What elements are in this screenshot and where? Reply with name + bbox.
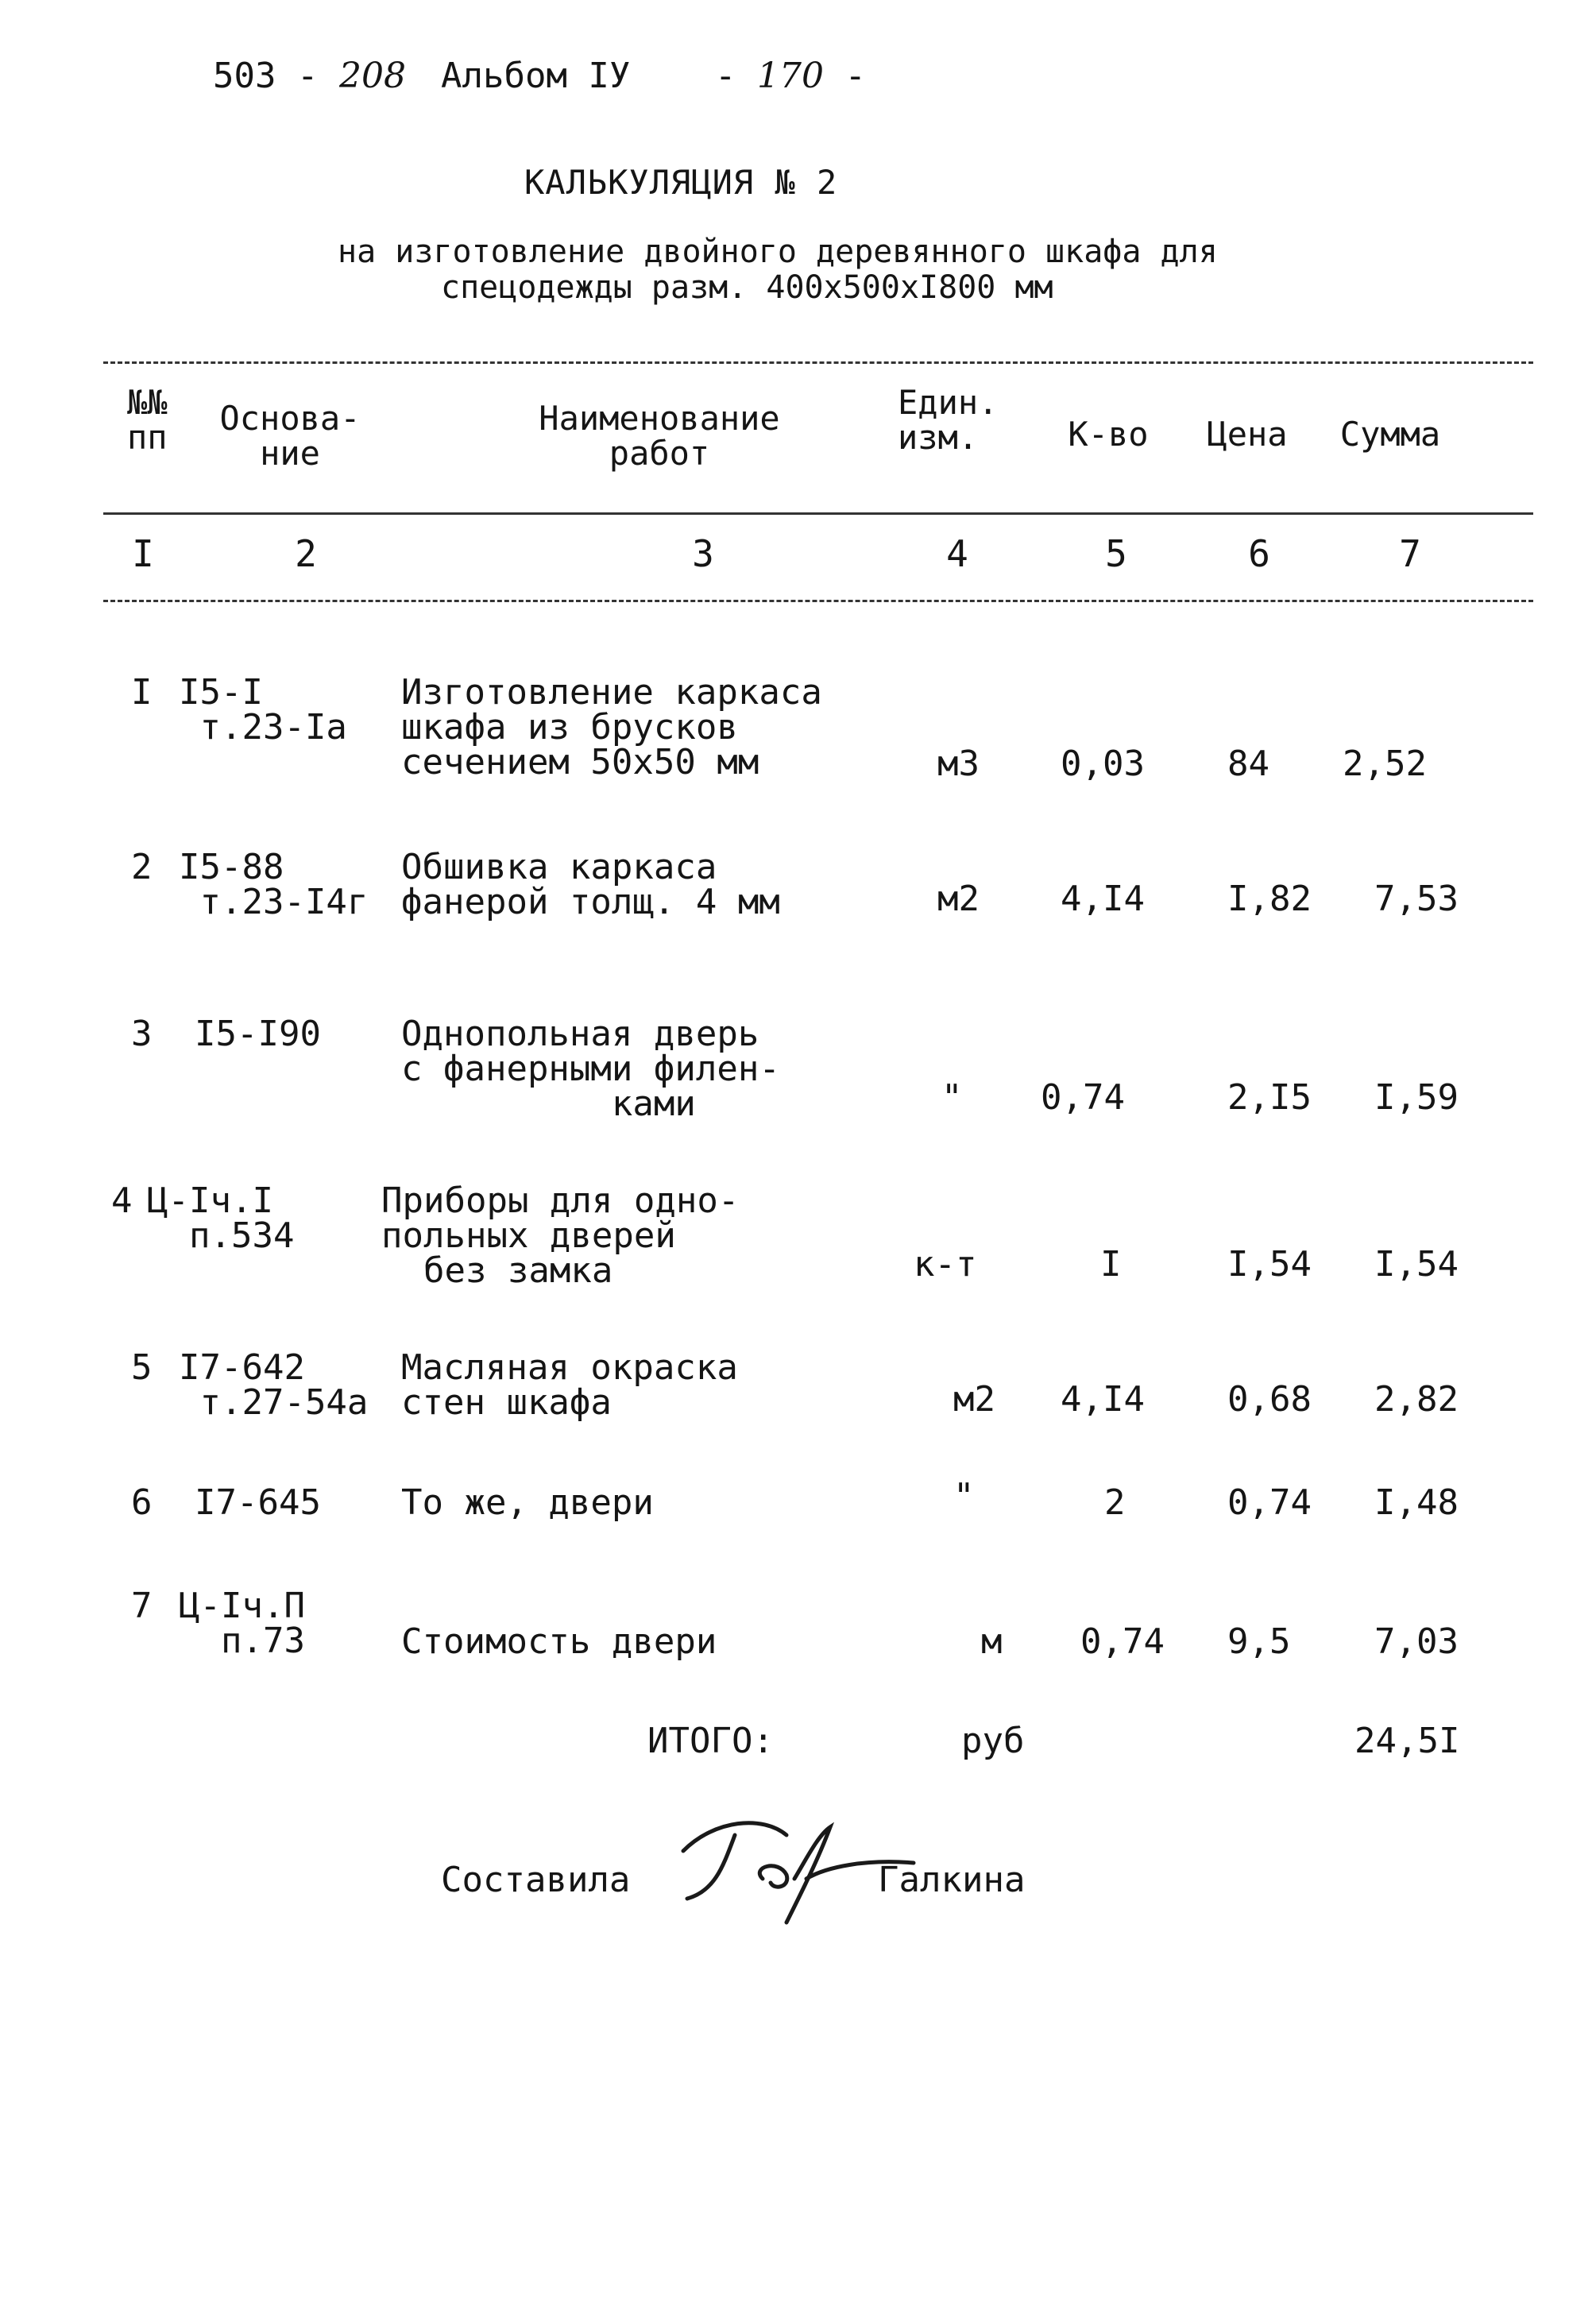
col-num-4: 4 [946, 532, 968, 575]
total-unit: руб [961, 1721, 1025, 1761]
row-price: 84 [1227, 744, 1269, 784]
row-basis: I5-I т.23-Iа [179, 672, 347, 748]
row-number: I [131, 672, 153, 713]
compiled-by-label: Составила [441, 1860, 631, 1900]
col-head-unit: Един. изм. [898, 383, 999, 457]
row-sum: 2,52 [1343, 744, 1427, 784]
col-num-5: 5 [1105, 532, 1127, 575]
row-sum: I,48 [1374, 1482, 1459, 1523]
col-head-number: №№ пп [127, 383, 168, 457]
row-sum: 2,82 [1374, 1379, 1459, 1420]
album-label: Альбом IУ [441, 56, 631, 96]
col-num-7: 7 [1399, 532, 1421, 575]
row-unit: м2 [937, 879, 980, 919]
row-price: I,54 [1227, 1244, 1312, 1285]
row-price: 0,74 [1227, 1482, 1312, 1523]
row-work-name: Изготовление каркаса шкафа из брусков сечением 50х50 мм [401, 672, 822, 782]
row-unit: " [941, 1077, 963, 1118]
row-unit: " [953, 1476, 975, 1517]
row-qty: 4,I4 [1061, 1379, 1145, 1420]
row-unit: к-т [914, 1244, 977, 1285]
page-number: - 170 - [715, 56, 866, 96]
col-head-sum: Сумма [1339, 415, 1441, 454]
row-basis: I5-I90 [195, 1014, 321, 1054]
row-qty: 0,74 [1041, 1077, 1125, 1118]
total-label: ИТОГО: [647, 1721, 774, 1761]
row-work-name: Приборы для одно- польных дверей без замка [381, 1180, 740, 1291]
row-unit: м [981, 1621, 1003, 1662]
row-number: 4 [111, 1180, 133, 1221]
row-qty: 2 [1104, 1482, 1126, 1523]
row-qty: I [1100, 1244, 1122, 1285]
subtitle-line-1: на изготовление двойного деревянного шкафа для [338, 234, 1218, 270]
row-number: 3 [131, 1014, 153, 1054]
header-divider-rule [103, 512, 1533, 515]
document-code: 503 - 208 [213, 56, 406, 96]
col-head-price: Цена [1207, 415, 1288, 454]
row-price: 2,I5 [1227, 1077, 1312, 1118]
table-top-rule [103, 361, 1533, 364]
row-number: 6 [131, 1482, 153, 1523]
col-num-6: 6 [1248, 532, 1270, 575]
row-basis: Ц-Iч.I п.534 [147, 1180, 295, 1256]
row-basis: I7-642 т.27-54а [179, 1347, 369, 1423]
total-sum: 24,5I [1354, 1721, 1460, 1761]
row-sum: 7,53 [1374, 879, 1459, 919]
row-number: 7 [131, 1586, 153, 1626]
document-code-handwritten: 208 [338, 56, 406, 96]
document-title: КАЛЬКУЛЯЦИЯ № 2 [524, 163, 838, 202]
compiler-name: Галкина [878, 1860, 1026, 1900]
row-basis: I7-645 [195, 1482, 321, 1523]
col-head-qty: К-во [1068, 415, 1149, 454]
row-price: 0,68 [1227, 1379, 1312, 1420]
row-sum: I,54 [1374, 1244, 1459, 1285]
row-unit: м2 [953, 1379, 995, 1420]
row-qty: 4,I4 [1061, 879, 1145, 919]
row-work-name: Обшивка каркаса фанерой толщ. 4 мм [401, 847, 780, 922]
row-qty: 0,74 [1080, 1621, 1165, 1662]
row-sum: I,59 [1374, 1077, 1459, 1118]
row-price: 9,5 [1227, 1621, 1291, 1662]
row-qty: 0,03 [1061, 744, 1145, 784]
row-unit: м3 [937, 744, 980, 784]
col-num-1: I [132, 532, 154, 575]
col-head-basis: Основа- ние [219, 399, 361, 473]
col-head-work: Наименование работ [539, 399, 780, 473]
row-basis: I5-88 т.23-I4г [179, 847, 369, 922]
row-work-name: Стоимость двери [401, 1621, 717, 1662]
column-numbers-rule [103, 600, 1533, 602]
subtitle-line-2: спецодежды разм. 400х500хI800 мм [441, 269, 1053, 306]
row-work-name: Однопольная дверь с фанерными филен- ками [401, 1014, 780, 1124]
col-num-3: 3 [692, 532, 714, 575]
row-price: I,82 [1227, 879, 1312, 919]
row-number: 2 [131, 847, 153, 887]
row-work-name: То же, двери [401, 1482, 654, 1523]
row-basis: Ц-Iч.П п.73 [179, 1586, 305, 1661]
col-num-2: 2 [295, 532, 317, 575]
row-sum: 7,03 [1374, 1621, 1459, 1662]
row-work-name: Масляная окраска стен шкафа [401, 1347, 738, 1423]
row-number: 5 [131, 1347, 153, 1388]
